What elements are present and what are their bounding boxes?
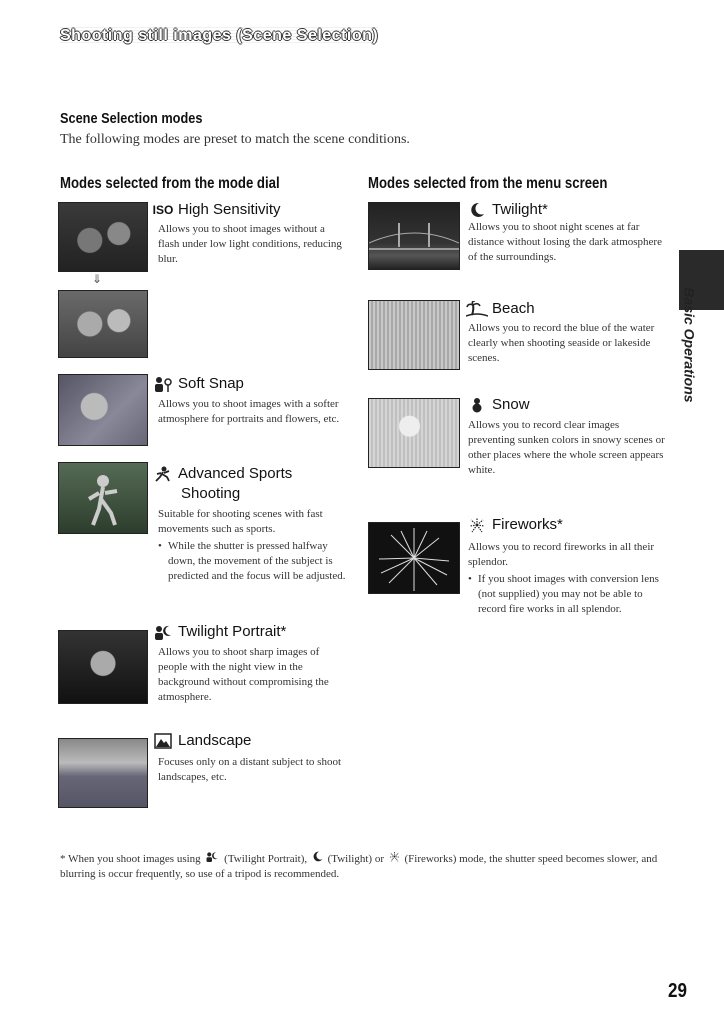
soft-snap-photo: [58, 374, 148, 446]
twilight-title: Twilight*: [466, 201, 548, 218]
beach-photo: [368, 300, 460, 370]
soft-snap-title: Soft Snap: [152, 375, 244, 392]
player-silhouette: [59, 463, 147, 533]
landscape-photo: [58, 738, 148, 808]
person-flower-icon: [152, 376, 174, 392]
high-sensitivity-photo-bright: [58, 290, 148, 358]
twilight-portrait-icon: [203, 851, 221, 867]
snow-photo: [368, 398, 460, 468]
fireworks-icon: [466, 517, 488, 533]
firework-burst: [369, 523, 459, 593]
advanced-sports-photo: [58, 462, 148, 534]
intro-text: The following modes are preset to match the scene conditions.: [60, 132, 410, 147]
moon-icon: [466, 202, 488, 218]
landscape-description: Focuses only on a distant subject to shoot landscapes, etc.: [158, 756, 342, 783]
twilight-description: Allows you to shoot night scenes at far distance without losing the dark atmosphere of the surroundings.: [468, 221, 662, 263]
runner-icon: [152, 466, 174, 482]
chapter-title: Shooting still images (Scene Selection): [60, 27, 379, 44]
fireworks-icon-inline: [387, 851, 402, 867]
high-sensitivity-title: ISO High Sensitivity: [152, 201, 281, 218]
page-number: 29: [668, 980, 687, 1002]
twilight-portrait-description: Allows you to shoot sharp images of people with the night view in the background without compromising the atmosphere.: [158, 646, 329, 703]
advanced-sports-bullet: • While the shutter is pressed halfway down, the movement of the subject is predicted and the focus will be adjusted.: [158, 539, 348, 584]
person-moon-icon: [152, 624, 174, 640]
beach-description: Allows you to record the blue of the water clearly when shooting seaside or lakeside scenes.: [468, 322, 655, 364]
fireworks-bullet: • If you shoot images with conversion lens (not supplied) you may not be able to record fire works in all splendor.: [468, 572, 668, 617]
snowman-icon: [466, 397, 488, 413]
fireworks-description: Allows you to record fireworks in all their splendor. • If you shoot images with conversion lens (not supplied) you may not be able to record fire works in all splendor.: [468, 540, 668, 617]
twilight-portrait-title: Twilight Portrait*: [152, 623, 286, 640]
advanced-sports-description: Suitable for shooting scenes with fast movements such as sports. • While the shutter is pressed halfway down, the movement of the subject is predicted and the focus will be adjusted.: [158, 507, 348, 584]
right-column-heading: Modes selected from the menu screen: [368, 175, 608, 192]
advanced-sports-title-line2: Shooting: [181, 485, 241, 502]
section-heading: Scene Selection modes: [60, 110, 203, 127]
fireworks-photo: [368, 522, 460, 594]
iso-icon: ISO: [152, 202, 174, 217]
arrow-down-icon: ⇓: [92, 272, 103, 286]
beach-title: Beach: [466, 300, 535, 317]
left-column-heading: Modes selected from the mode dial: [60, 175, 280, 192]
high-sensitivity-photo-dark: [58, 202, 148, 272]
footnote: * When you shoot images using (Twilight Portrait), (Twilight) or (Fireworks) mode, the shutter speed becomes slower, and blurring is occur frequently, so use of a tripod is recommended.: [60, 853, 658, 880]
twilight-portrait-photo: [58, 630, 148, 704]
snow-description: Allows you to record clear images preventing sunken colors in snowy scenes or other places where the whole screen appears white.: [468, 419, 665, 476]
landscape-title: Landscape: [152, 732, 251, 749]
soft-snap-description: Allows you to shoot images with a softer atmosphere for portraits and flowers, etc.: [158, 398, 340, 425]
mountain-icon: [152, 733, 174, 749]
twilight-icon: [310, 851, 325, 867]
twilight-photo: [368, 202, 460, 270]
high-sensitivity-description: Allows you to shoot images without a flash under low light conditions, reducing blur.: [158, 223, 342, 265]
palm-tree-icon: [466, 301, 488, 317]
chapter-tab-label: Basic Operations: [682, 287, 698, 403]
advanced-sports-title: Advanced Sports: [152, 465, 292, 482]
city-lights: [369, 203, 459, 269]
snow-title: Snow: [466, 396, 530, 413]
fireworks-title: Fireworks*: [466, 516, 563, 533]
